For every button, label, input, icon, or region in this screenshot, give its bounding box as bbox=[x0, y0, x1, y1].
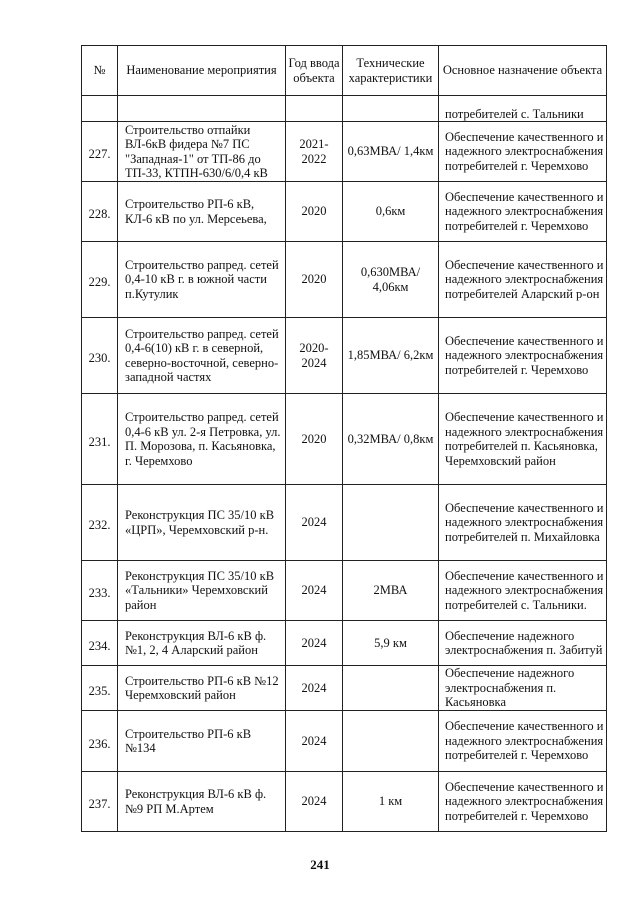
table-row bbox=[82, 122, 607, 182]
row-num: 231. bbox=[82, 394, 118, 485]
table-row bbox=[82, 666, 607, 711]
row-purpose: Обеспечение качественного и надежного электроснабжения потребителей г. Черемхово bbox=[439, 318, 607, 394]
row-name: Строительство рапред. сетей 0,4-10 кВ г. в южной части п.Кутулик bbox=[118, 242, 286, 318]
row-num: 236. bbox=[82, 711, 118, 772]
row-num: 232. bbox=[82, 485, 118, 561]
row-name: Строительство РП-6 кВ, КЛ-6 кВ по ул. Мерсеьева, bbox=[118, 182, 286, 242]
header-year: Год ввода объекта bbox=[286, 46, 343, 96]
table-row bbox=[82, 621, 607, 666]
table-header-row bbox=[82, 46, 607, 96]
row-name: Реконструкция ВЛ-6 кВ ф. №1, 2, 4 Аларский район bbox=[118, 621, 286, 666]
row-tech: 5,9 км bbox=[343, 621, 439, 666]
row-tech: 0,32МВА/ 0,8км bbox=[343, 394, 439, 485]
row-num: 237. bbox=[82, 772, 118, 832]
row-num: 227. bbox=[82, 122, 118, 182]
row-year: 2024 bbox=[286, 666, 343, 711]
row-purpose: Обеспечение качественного и надежного электроснабжения потребителей с. Тальники. bbox=[439, 561, 607, 621]
row-tech: 0,630МВА/ 4,06км bbox=[343, 242, 439, 318]
row-num bbox=[82, 96, 118, 122]
row-name: Строительство рапред. сетей 0,4-6(10) кВ г. в северной, северно-восточной, северно-западной частях bbox=[118, 318, 286, 394]
table-row bbox=[82, 772, 607, 832]
row-purpose: Обеспечение качественного и надежного электроснабжения потребителей п. Михайловка bbox=[439, 485, 607, 561]
row-name: Строительство РП-6 кВ №134 bbox=[118, 711, 286, 772]
header-name: Наименование мероприятия bbox=[118, 46, 286, 96]
table-row bbox=[82, 394, 607, 485]
row-purpose: потребителей с. Тальники bbox=[439, 96, 607, 122]
header-purpose: Основное назначение объекта bbox=[439, 46, 607, 96]
row-year bbox=[286, 96, 343, 122]
row-purpose: Обеспечение качественного и надежного электроснабжения потребителей п. Касьяновка, Черемховский район bbox=[439, 394, 607, 485]
row-purpose: Обеспечение надежного электроснабжения п. Забитуй bbox=[439, 621, 607, 666]
table-row bbox=[82, 711, 607, 772]
row-num: 233. bbox=[82, 561, 118, 621]
row-tech: 1 км bbox=[343, 772, 439, 832]
row-year: 2020-2024 bbox=[286, 318, 343, 394]
row-tech: 2МВА bbox=[343, 561, 439, 621]
row-year: 2024 bbox=[286, 561, 343, 621]
table-row bbox=[82, 318, 607, 394]
row-tech bbox=[343, 96, 439, 122]
row-tech: 1,85МВА/ 6,2км bbox=[343, 318, 439, 394]
row-tech bbox=[343, 711, 439, 772]
row-num: 234. bbox=[82, 621, 118, 666]
row-tech bbox=[343, 666, 439, 711]
row-num: 229. bbox=[82, 242, 118, 318]
row-purpose: Обеспечение качественного и надежного электроснабжения потребителей г. Черемхово bbox=[439, 182, 607, 242]
row-year: 2024 bbox=[286, 711, 343, 772]
row-year: 2024 bbox=[286, 485, 343, 561]
page-number: 241 bbox=[310, 857, 330, 872]
row-year: 2020 bbox=[286, 394, 343, 485]
row-name: Реконструкция ВЛ-6 кВ ф. №9 РП М.Артем bbox=[118, 772, 286, 832]
row-year: 2020 bbox=[286, 242, 343, 318]
row-name: Реконструкция ПС 35/10 кВ «Тальники» Черемховский район bbox=[118, 561, 286, 621]
row-name: Строительство РП-6 кВ №12 Черемховский район bbox=[118, 666, 286, 711]
table-row bbox=[82, 242, 607, 318]
row-num: 230. bbox=[82, 318, 118, 394]
row-year: 2024 bbox=[286, 621, 343, 666]
row-num: 235. bbox=[82, 666, 118, 711]
row-tech: 0,6км bbox=[343, 182, 439, 242]
table-row bbox=[82, 485, 607, 561]
row-purpose: Обеспечение надежного электроснабжения п. Касьяновка bbox=[439, 666, 607, 711]
table-row bbox=[82, 561, 607, 621]
measures-table bbox=[81, 45, 607, 832]
row-name: Строительство рапред. сетей 0,4-6 кВ ул. 2-я Петровка, ул. П. Морозова, п. Касьяновка, г. Черемхово bbox=[118, 394, 286, 485]
row-year: 2021-2022 bbox=[286, 122, 343, 182]
row-purpose: Обеспечение качественного и надежного электроснабжения потребителей Аларский р-он bbox=[439, 242, 607, 318]
row-name: Строительство отпайки ВЛ-6кВ фидера №7 ПС "Западная-1" от ТП-86 до ТП-33, КТПН-630/6/0,4 кВ bbox=[118, 122, 286, 182]
row-year: 2024 bbox=[286, 772, 343, 832]
row-num: 228. bbox=[82, 182, 118, 242]
row-purpose: Обеспечение качественного и надежного электроснабжения потребителей г. Черемхово bbox=[439, 122, 607, 182]
row-name: Реконструкция ПС 35/10 кВ «ЦРП», Черемховский р-н. bbox=[118, 485, 286, 561]
row-name bbox=[118, 96, 286, 122]
row-purpose: Обеспечение качественного и надежного электроснабжения потребителей г. Черемхово bbox=[439, 711, 607, 772]
table-row bbox=[82, 182, 607, 242]
row-year: 2020 bbox=[286, 182, 343, 242]
header-tech: Технические характеристики bbox=[343, 46, 439, 96]
row-purpose: Обеспечение качественного и надежного электроснабжения потребителей г. Черемхово bbox=[439, 772, 607, 832]
row-tech: 0,63МВА/ 1,4км bbox=[343, 122, 439, 182]
table-row bbox=[82, 96, 607, 122]
row-tech bbox=[343, 485, 439, 561]
header-num: № bbox=[82, 46, 118, 96]
